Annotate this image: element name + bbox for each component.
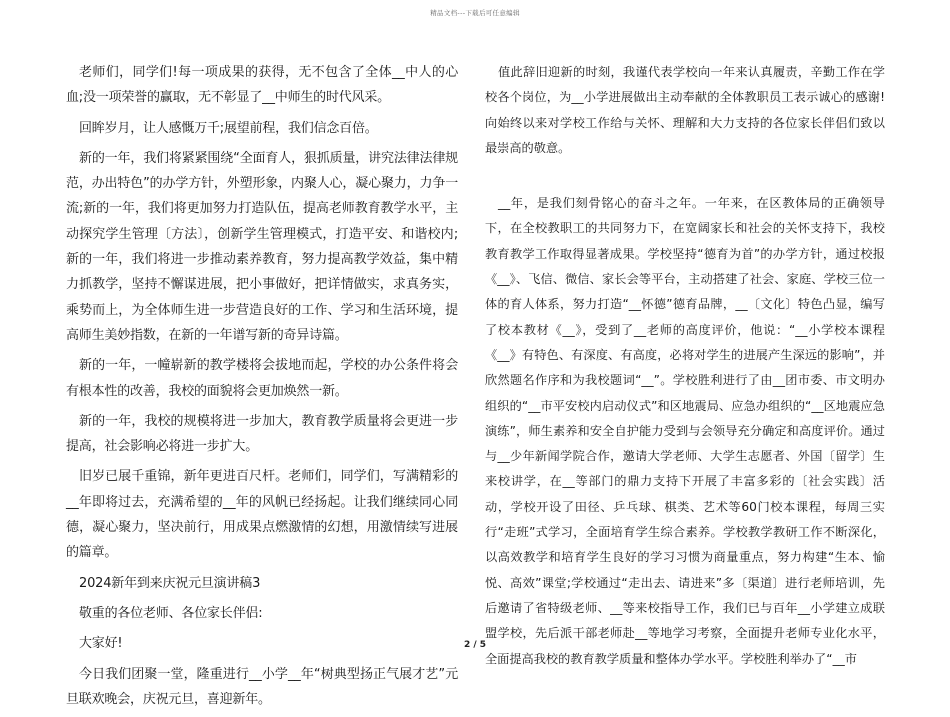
salutation: 敬重的各位老师、各位家长伴侣: [79, 605, 263, 621]
section-title: 2024新年到来庆祝元旦演讲稿3 [79, 575, 261, 591]
paragraph: 回眸岁月，让人感慨万千;展望前程，我们信念百倍。 [79, 120, 378, 136]
paragraph: 新的一年，我校的规模将进一步加大，教育教学质量将会更进一步提高，社会影响必将进一步扩大。 [66, 413, 458, 455]
page-header: 精品文档---下载后可任意编辑 [430, 9, 520, 17]
paragraph-gap [485, 166, 885, 191]
paragraph: 旧岁已展千重锦，新年更进百尺杆。老师们，同学们，写满精彩的__年即将过去，充满希望的__年的风帆已经扬起。让我们继续同心同德，凝心聚力，坚决前行，用成果点燃激情的幻想，用激情续写进展的篇章。 [66, 469, 458, 561]
paragraph: 新的一年，我们将紧紧围绕“全面育人，狠抓质量，讲究法律法律规范，办出特色”的办学方针，外塑形象，内聚人心，凝心聚力，力争一流;新的一年，我们将更加努力打造队伍，提高老师教育教学水平，主动探究学生管理〔方法〕，创新学生管理模式，打造平安、和谐校内;新的一年，我们将进一步推动素养教育，努力提高教学效益，集中精力抓教学，坚持不懈谋进展，把小事做好，把详情做实，求真务实，乘势而上，为全体师生进一步营造良好的工作、学习和生活环境，提高师生美妙指数，在新的一年谱写新的奇异诗篇。 [66, 150, 458, 343]
paragraph: 新的一年，一幢崭新的教学楼将会拔地而起，学校的办公条件将会有根本性的改善，我校的面貌将会更加焕然一新。 [66, 358, 458, 399]
paragraph: 今日我们团聚一堂，隆重进行__小学__年“树典型扬正气展才艺”元旦联欢晚会，庆祝元旦，喜迎新年。 [66, 666, 458, 707]
paragraph: 老师们，同学们!每一项成果的获得，无不包含了全体__中人的心血;没一项荣誉的赢取，无不彰显了__中师生的时代风采。 [66, 65, 458, 106]
paragraph: __年，是我们刻骨铭心的奋斗之年。一年来，在区教体局的正确领导下，在全校教职工的共同努力下，在宽阔家长和社会的关怀支持下，我校教育教学工作取得显著成果。学校坚持“德育为首”的办学方针，通过校报《__》、飞信、微信、家长会等平台，主动搭建了社会、家庭、学校三位一体的育人体系，努力打造“__怀德”德育品牌，__〔文化〕特色凸显，编写了校本教材《__》，受到了__老师的高度评价，他说：“__小学校本课程《__》有特色、有深度、有高度，必将对学生的进展产生深远的影响”，并欣然题名作序和为我校题词“__”。学校胜利进行了由__团市委、市文明办组织的“__市平安校内启动仪式”和区地震局、应急办组织的“__区地震应急演练”，师生素养和安全自护能力受到与会领导充分确定和高度评价。通过与__少年新闻学院合作，邀请大学老师、大学生志愿者、外国〔留学〕生来校讲学，在__等部门的鼎力支持下开展了丰富多彩的〔社会实践〕活动，学校开设了田径、乒乓球、棋类、艺术等60门校本课程，每周三实行“走班”式学习，全面培育学生综合素养。学校教学教研工作不断深化，以高效教学和培育学生良好的学习习惯为商量重点，努力构建“生本、愉悦、高效”课堂;学校通过“走出去、请进来”多〔渠道〕进行老师培训，先后邀请了省特级老师、__等来校指导工作，我们已与百年__小学建立成联盟学校，先后派干部老师赴__等地学习考察，全面提升老师专业化水平，全面提高我校的教育教学质量和整体办学水平。学校胜利举办了“__市 [485, 196, 885, 666]
right-column [485, 60, 885, 677]
greeting: 大家好! [79, 636, 123, 652]
paragraph: 值此辞旧迎新的时刻，我谨代表学校向一年来认真履责，辛勤工作在学校各个岗位，为__小学进展做出主动奉献的全体教职员工表示诚心的感谢!向始终以来对学校工作给与关怀、理解和大力支持的各位家长伴侣们致以最崇高的敬意。 [485, 65, 885, 155]
page-indicator: 2 / 5 [463, 640, 487, 650]
left-column [66, 60, 458, 717]
